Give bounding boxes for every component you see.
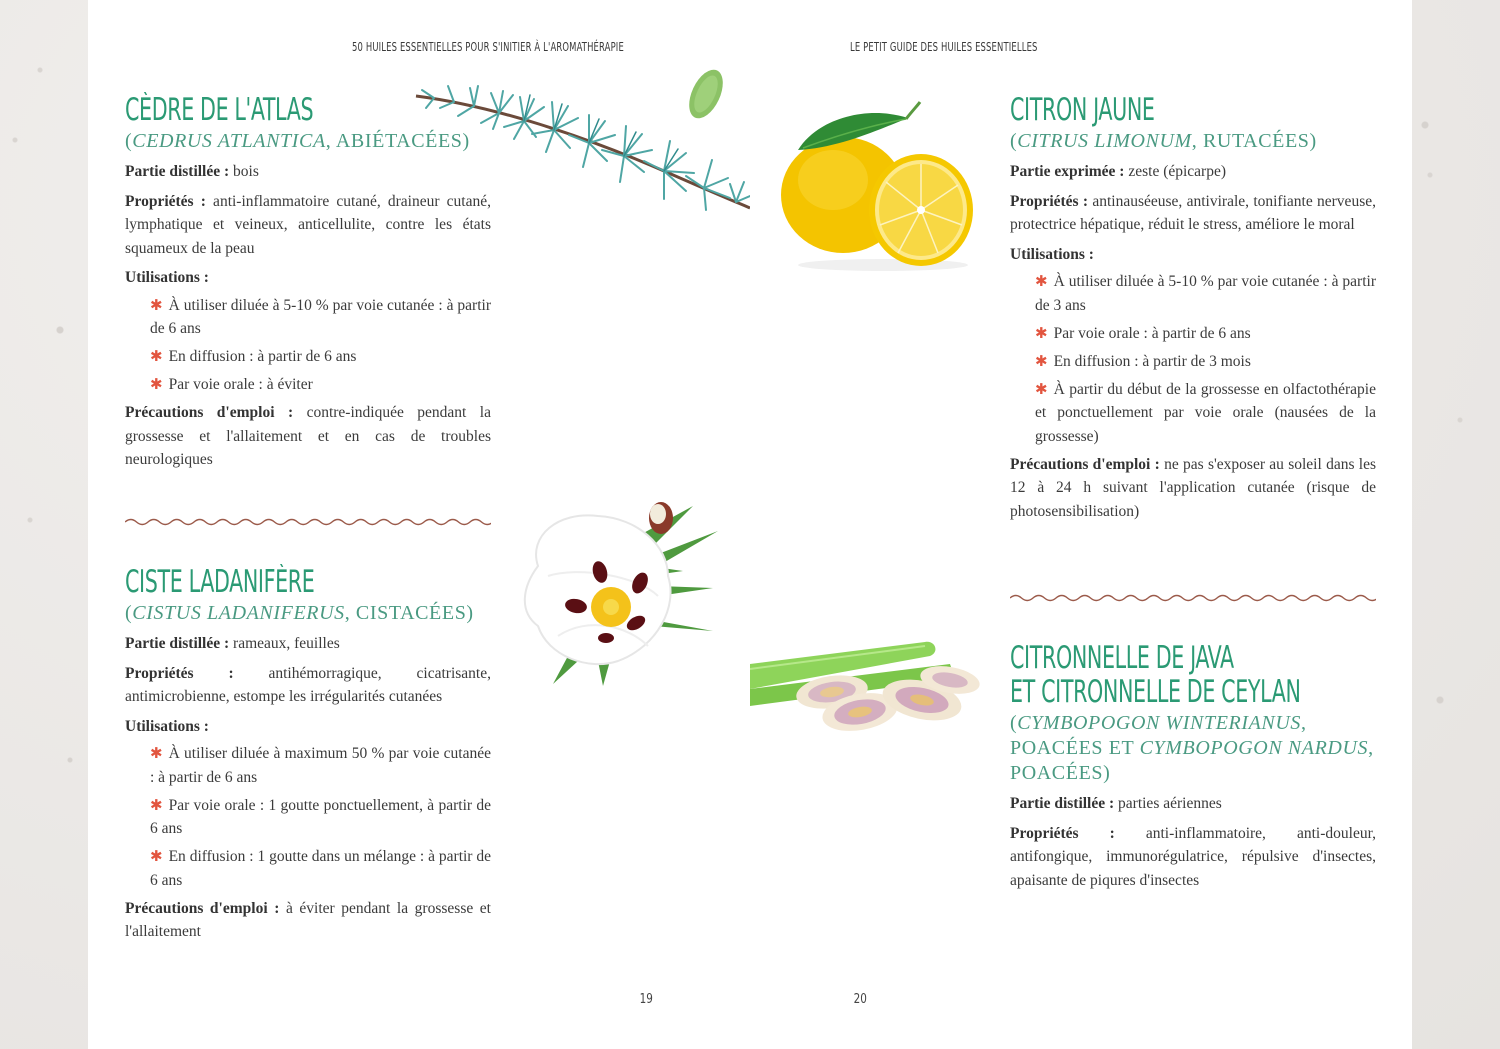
use-item: ✱ À partir du début de la grossesse en olfactothérapie et ponctuellement par voie orale (nausées de la grossesse) [1035, 379, 1376, 445]
right-running-head: LE PETIT GUIDE DES HUILES ESSENTIELLES [850, 40, 1038, 54]
uses-list [1010, 270, 1376, 448]
entry-title: CITRON JAUNE [1010, 92, 1155, 128]
entry-title: CÈDRE DE L'ATLAS [125, 92, 314, 128]
book-spread [88, 0, 1412, 1049]
asterisk-bullet-icon: ✱ [1035, 379, 1048, 398]
use-item: ✱ En diffusion : à partir de 3 mois [1035, 351, 1251, 370]
uses-label: Utilisations : [125, 717, 209, 735]
asterisk-bullet-icon: ✱ [1035, 351, 1048, 370]
uses-label: Utilisations : [1010, 245, 1094, 263]
entry-title-line1: CITRONNELLE DE JAVA [1010, 640, 1234, 676]
right-page [750, 0, 1412, 1049]
asterisk-bullet-icon: ✱ [150, 795, 163, 814]
distilled-part: Partie distillée : parties aériennes [1010, 795, 1222, 812]
properties: Propriétés : antinauséeuse, antivirale, tonifiante nerveuse, protectrice hépatique, réduit le stress, améliore le moral [1010, 192, 1376, 233]
use-item: ✱ À utiliser diluée à 5-10 % par voie cutanée : à partir de 6 ans [150, 295, 491, 337]
wavy-divider [1010, 593, 1376, 603]
wavy-divider [125, 517, 491, 527]
asterisk-bullet-icon: ✱ [150, 375, 163, 393]
left-page [88, 0, 750, 1049]
use-item: ✱ À utiliser diluée à maximum 50 % par voie cutanée : à partir de 6 ans [150, 744, 491, 786]
distilled-part: Partie distillée : rameaux, feuilles [125, 635, 340, 652]
entry-cedre-atlas [125, 93, 491, 472]
precautions: Précautions d'emploi : ne pas s'exposer au soleil dans les 12 à 24 h suivant l'application cutanée (risque de photosensibilisation) [1010, 455, 1376, 520]
asterisk-bullet-icon: ✱ [150, 347, 163, 365]
use-item: ✱ Par voie orale : à partir de 6 ans [1035, 323, 1251, 342]
precautions: Précautions d'emploi : à éviter pendant la grossesse et l'allaitement [125, 899, 491, 940]
rockrose-flower-image [518, 496, 718, 688]
latin-name: (CISTUS LADANIFERUS, CISTACÉES) [125, 602, 474, 624]
lemongrass-image [750, 634, 990, 738]
use-item: ✱ À utiliser diluée à 5-10 % par voie cutanée : à partir de 3 ans [1035, 272, 1376, 314]
properties: Propriétés : anti-inflammatoire cutané, draineur cutané, lymphatique et veineux, anticellulite, contre les états squameux de la peau [125, 192, 492, 257]
asterisk-bullet-icon: ✱ [1035, 272, 1048, 290]
expressed-part: Partie exprimée : zeste (épicarpe) [1010, 163, 1227, 180]
use-item: ✱ En diffusion : 1 goutte dans un mélange : à partir de 6 ans [150, 847, 491, 889]
left-page-number: 19 [639, 992, 653, 1007]
entry-citronnelle [1010, 641, 1376, 892]
right-page-number: 20 [853, 992, 867, 1007]
entry-ciste-ladanifere [125, 565, 491, 944]
use-item: ✱ Par voie orale : à éviter [150, 375, 313, 393]
properties: Propriétés : antihémorragique, cicatrisante, antimicrobienne, estompe les irrégularités cutanées [125, 664, 491, 705]
precautions: Précautions d'emploi : contre-indiquée pendant la grossesse et l'allaitement et en cas de troubles neurologiques [125, 404, 491, 468]
use-item: ✱ En diffusion : à partir de 6 ans [150, 347, 357, 365]
asterisk-bullet-icon: ✱ [150, 744, 163, 762]
latin-name: (CEDRUS ATLANTICA, ABIÉTACÉES) [125, 130, 470, 152]
lemon-image [778, 100, 978, 272]
asterisk-bullet-icon: ✱ [1035, 323, 1048, 342]
uses-list [125, 294, 491, 397]
entry-citron-jaune [1010, 93, 1376, 523]
asterisk-bullet-icon: ✱ [150, 847, 163, 865]
use-item: ✱ Par voie orale : 1 goutte ponctuellement, à partir de 6 ans [150, 795, 491, 837]
asterisk-bullet-icon: ✱ [150, 295, 163, 314]
uses-label: Utilisations : [125, 269, 209, 286]
distilled-part: Partie distillée : bois [125, 163, 259, 180]
latin-name: (CYMBOPOGON WINTERIANUS, POACÉES ET CYMBOPOGON NARDUS, POACÉES) [1010, 712, 1374, 784]
uses-list [125, 742, 491, 892]
latin-name: (CITRUS LIMONUM, RUTACÉES) [1010, 130, 1317, 152]
left-running-head: 50 HUILES ESSENTIELLES POUR S'INITIER À L'AROMATHÉRAPIE [352, 40, 624, 54]
entry-title-line2: ET CITRONNELLE DE CEYLAN [1010, 674, 1301, 710]
properties: Propriétés : anti-inflammatoire, anti-douleur, antifongique, immunorégulatrice, répulsive d'insectes, apaisante de piqures d'insectes [1010, 824, 1376, 889]
entry-title: CISTE LADANIFÈRE [125, 564, 315, 600]
